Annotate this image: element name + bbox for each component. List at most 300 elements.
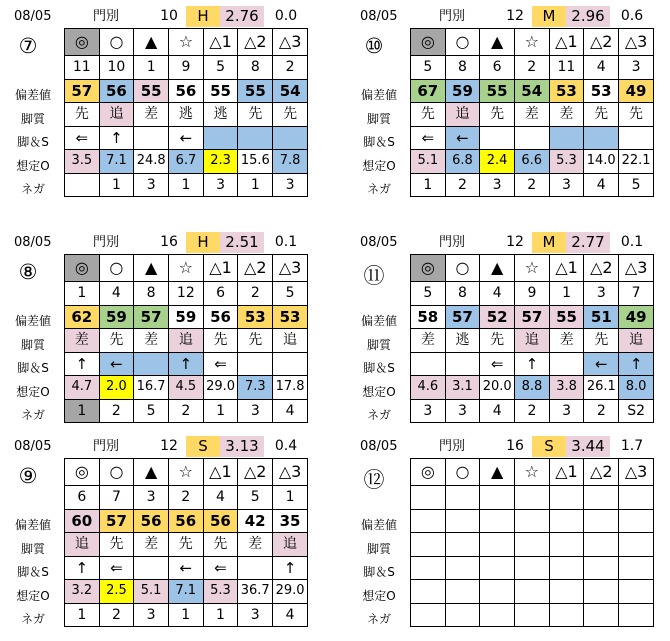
field-size: 12: [506, 234, 524, 250]
deviation-cell: 60: [65, 509, 100, 533]
running-style-row: [411, 329, 654, 353]
expected-odds-cell: 7.1: [168, 580, 203, 604]
leg-speed-cell: [584, 126, 619, 150]
row-label: 脚＆S: [363, 135, 395, 149]
leg-speed-cell: [445, 352, 480, 376]
leg-speed-cell: ↑: [273, 556, 308, 580]
expected-odds-cell: 4.7: [65, 376, 100, 400]
race-venue: 門別: [438, 235, 465, 250]
mark-row: [411, 255, 654, 282]
running-style-cell: 先: [480, 329, 515, 353]
mark-cell: △2: [584, 255, 619, 282]
expected-odds-cell: 17.8: [273, 376, 308, 400]
leg-speed-cell: ⇐: [203, 352, 238, 376]
expected-odds-cell: 4.6: [411, 376, 446, 400]
mark-cell: ▲: [480, 255, 515, 282]
row-label: 想定O: [16, 588, 50, 603]
running-style-cell: 差: [134, 329, 169, 353]
deviation-cell: 57: [65, 79, 100, 103]
race-header: [4, 436, 308, 458]
leg-speed-cell: ⇐: [65, 126, 100, 150]
deviation-cell: 55: [549, 305, 584, 329]
expected-odds-cell: 24.8: [134, 150, 169, 174]
deviation-cell: [619, 509, 654, 533]
race-index: 2.77: [566, 232, 610, 253]
leg-speed-cell: ↑: [619, 352, 654, 376]
race-header: [350, 232, 654, 254]
negative-cell: 5: [134, 399, 169, 423]
row-label: 脚質: [20, 541, 45, 556]
expected-odds-row: [65, 580, 308, 604]
field-size: 12: [160, 438, 178, 454]
expected-odds-cell: 22.1: [619, 150, 654, 174]
field-size: 16: [160, 234, 178, 250]
mark-cell: ☆: [514, 459, 549, 486]
negative-cell: 2: [99, 399, 134, 423]
row-label: 脚質: [366, 541, 391, 556]
race-diff: 0.1: [274, 234, 298, 250]
mark-cell: △3: [619, 29, 654, 56]
negative-cell: 2: [99, 603, 134, 627]
horse-number-cell: [549, 486, 584, 510]
marks-table: [410, 458, 654, 627]
horse-number-cell: 3: [584, 282, 619, 306]
running-style-cell: 逃: [445, 329, 480, 353]
race-id: ⑩: [364, 34, 384, 58]
mark-cell: ○: [99, 29, 134, 56]
mark-cell: ▲: [480, 459, 515, 486]
row-label: 脚質: [20, 111, 45, 126]
horse-number-cell: 4: [480, 282, 515, 306]
mark-cell: ▲: [134, 459, 169, 486]
expected-odds-cell: 5.1: [134, 580, 169, 604]
leg-speed-cell: [480, 556, 515, 580]
expected-odds-cell: 16.7: [134, 376, 169, 400]
mark-cell: ◎: [65, 459, 100, 486]
negative-cell: 3: [445, 399, 480, 423]
mark-cell: △2: [238, 459, 273, 486]
mark-cell: △1: [549, 29, 584, 56]
leg-speed-cell: ↑: [515, 352, 550, 376]
expected-odds-cell: [549, 580, 584, 604]
expected-odds-cell: 4.5: [169, 376, 204, 400]
leg-speed-cell: [134, 126, 169, 150]
running-style-cell: [445, 533, 480, 557]
deviation-cell: 56: [203, 509, 238, 533]
race-id: ⑪: [363, 264, 385, 288]
leg-speed-cell: [584, 556, 619, 580]
running-style-cell: 差: [549, 103, 584, 127]
running-style-cell: [619, 533, 654, 557]
race-venue: 門別: [92, 235, 119, 250]
race-diff: 0.4: [274, 438, 298, 454]
row-label: 偏差値: [14, 314, 51, 328]
deviation-cell: 55: [134, 79, 169, 103]
row-labels: [4, 310, 62, 428]
expected-odds-cell: 29.0: [273, 580, 308, 604]
running-style-cell: 差: [134, 103, 169, 127]
horse-number-cell: [584, 486, 619, 510]
mark-cell: △2: [584, 29, 619, 56]
horse-number-row: [411, 56, 654, 80]
race-grade: M: [532, 6, 566, 27]
leg-speed-cell: [549, 126, 584, 150]
running-style-cell: 追: [273, 329, 308, 353]
row-labels: [350, 84, 408, 202]
leg-speed-cell: ⇐: [99, 556, 134, 580]
leg-speed-cell: ↑: [65, 352, 100, 376]
expected-odds-cell: 5.3: [203, 580, 238, 604]
running-style-row: [65, 533, 308, 557]
leg-speed-cell: [411, 556, 446, 580]
expected-odds-cell: 7.3: [238, 376, 273, 400]
running-style-cell: 先: [99, 329, 134, 353]
negative-cell: [514, 603, 549, 627]
running-style-cell: 差: [238, 533, 273, 557]
expected-odds-cell: 29.0: [203, 376, 238, 400]
deviation-cell: 56: [169, 79, 204, 103]
deviation-cell: 62: [65, 305, 100, 329]
race-panel: [350, 232, 654, 422]
race-grade: M: [532, 232, 566, 253]
horse-number-cell: 7: [619, 282, 654, 306]
mark-cell: ☆: [514, 29, 549, 56]
negative-cell: 4: [273, 603, 308, 627]
deviation-cell: 54: [273, 79, 308, 103]
race-panel: [4, 436, 308, 626]
row-label: ネガ: [20, 182, 45, 196]
running-style-cell: 先: [65, 103, 100, 127]
deviation-cell: 49: [619, 79, 654, 103]
negative-cell: 3: [480, 173, 515, 197]
negative-cell: 3: [549, 173, 584, 197]
horse-number-cell: 7: [99, 486, 134, 510]
deviation-cell: 56: [99, 79, 134, 103]
race-panel: [350, 436, 654, 626]
row-labels: [4, 84, 62, 202]
race-header: [350, 436, 654, 458]
negative-cell: 1: [411, 173, 446, 197]
horse-number-cell: 1: [134, 56, 169, 80]
horse-number-row: [411, 282, 654, 306]
deviation-cell: 42: [238, 509, 273, 533]
deviation-cell: 67: [411, 79, 446, 103]
expected-odds-cell: 2.5: [99, 580, 134, 604]
deviation-cell: 51: [584, 305, 619, 329]
running-style-cell: 差: [549, 329, 584, 353]
marks-table: [64, 458, 308, 627]
negative-cell: 2: [514, 173, 549, 197]
mark-cell: △3: [273, 255, 308, 282]
running-style-cell: 先: [480, 103, 515, 127]
negative-row: [411, 399, 654, 423]
negative-cell: 3: [273, 173, 308, 197]
horse-number-cell: 8: [445, 56, 480, 80]
row-label: 脚＆S: [363, 565, 395, 579]
race-panel: [350, 6, 654, 196]
deviation-row: [65, 509, 308, 533]
deviation-cell: [480, 509, 515, 533]
deviation-row: [411, 509, 654, 533]
deviation-cell: 59: [445, 79, 480, 103]
row-labels: [4, 514, 62, 632]
horse-number-cell: 4: [203, 486, 238, 510]
deviation-cell: 58: [411, 305, 446, 329]
deviation-cell: 53: [273, 305, 308, 329]
negative-cell: 1: [203, 603, 238, 627]
horse-number-row: [65, 486, 308, 510]
running-style-cell: [411, 533, 446, 557]
deviation-row: [65, 79, 308, 103]
negative-cell: 3: [411, 399, 446, 423]
expected-odds-cell: 14.0: [584, 150, 619, 174]
negative-cell: S2: [619, 399, 654, 423]
row-label: 想定O: [16, 158, 50, 173]
negative-cell: 2: [445, 173, 480, 197]
race-grade: H: [186, 232, 220, 253]
negative-cell: 4: [480, 399, 515, 423]
mark-cell: △2: [238, 255, 273, 282]
running-style-cell: 先: [619, 103, 654, 127]
row-label: 脚＆S: [363, 361, 395, 375]
leg-speed-cell: ↑: [169, 352, 204, 376]
horse-number-cell: 9: [169, 56, 204, 80]
horse-number-cell: 11: [65, 56, 100, 80]
deviation-cell: 57: [445, 305, 480, 329]
deviation-cell: 59: [99, 305, 134, 329]
mark-cell: ▲: [134, 255, 169, 282]
leg-speed-cell: [514, 556, 549, 580]
leg-speed-cell: [619, 556, 654, 580]
row-label: ネガ: [366, 612, 391, 626]
race-index: 2.76: [220, 6, 264, 27]
mark-cell: △1: [549, 255, 584, 282]
mark-row: [411, 459, 654, 486]
expected-odds-cell: [619, 580, 654, 604]
race-grade: H: [186, 6, 220, 27]
negative-cell: 3: [203, 173, 238, 197]
marks-table: [64, 28, 308, 197]
running-style-cell: 追: [65, 533, 100, 557]
deviation-cell: 49: [619, 305, 654, 329]
deviation-cell: 55: [203, 79, 238, 103]
horse-number-cell: 6: [203, 282, 238, 306]
race-header: [4, 6, 308, 28]
leg-speed-row: [411, 352, 654, 376]
expected-odds-cell: 36.7: [238, 580, 273, 604]
expected-odds-row: [65, 150, 308, 174]
negative-cell: 3: [549, 399, 584, 423]
expected-odds-cell: 3.8: [549, 376, 584, 400]
race-header: [350, 6, 654, 28]
race-venue: 門別: [92, 439, 119, 454]
row-label: ネガ: [20, 612, 45, 626]
expected-odds-row: [411, 376, 654, 400]
expected-odds-cell: 15.6: [238, 150, 273, 174]
leg-speed-row: [411, 556, 654, 580]
deviation-cell: 59: [169, 305, 204, 329]
expected-odds-cell: 8.8: [515, 376, 550, 400]
expected-odds-cell: 20.0: [480, 376, 515, 400]
horse-number-cell: 9: [515, 282, 550, 306]
mark-row: [411, 29, 654, 56]
negative-cell: 3: [134, 603, 169, 627]
expected-odds-cell: [514, 580, 549, 604]
horse-number-cell: 5: [273, 282, 308, 306]
row-label: ネガ: [20, 408, 45, 422]
running-style-cell: 差: [134, 533, 169, 557]
negative-cell: [584, 603, 619, 627]
mark-cell: △3: [273, 459, 308, 486]
leg-speed-cell: ←: [168, 556, 203, 580]
horse-number-cell: 2: [238, 282, 273, 306]
race-grade: S: [186, 436, 220, 457]
horse-number-cell: [445, 486, 480, 510]
leg-speed-cell: ↑: [99, 126, 134, 150]
row-label: 想定O: [362, 384, 396, 399]
expected-odds-cell: 6.7: [169, 150, 204, 174]
leg-speed-cell: [549, 556, 584, 580]
running-style-cell: [584, 533, 619, 557]
mark-cell: △1: [203, 459, 238, 486]
leg-speed-cell: ←: [169, 126, 204, 150]
row-label: 脚＆S: [17, 565, 49, 579]
horse-number-row: [65, 56, 308, 80]
horse-number-cell: 5: [411, 56, 446, 80]
deviation-cell: 52: [480, 305, 515, 329]
negative-row: [65, 603, 308, 627]
horse-number-cell: [514, 486, 549, 510]
running-style-cell: 差: [514, 103, 549, 127]
row-label: 脚質: [20, 337, 45, 352]
horse-number-cell: 1: [273, 486, 308, 510]
leg-speed-cell: [514, 126, 549, 150]
leg-speed-cell: [134, 352, 169, 376]
race-date: 08/05: [14, 439, 52, 454]
negative-cell: 3: [238, 399, 273, 423]
running-style-cell: 追: [273, 533, 308, 557]
running-style-row: [65, 329, 308, 353]
leg-speed-cell: ↑: [65, 556, 100, 580]
deviation-cell: 53: [238, 305, 273, 329]
horse-number-cell: [411, 486, 446, 510]
row-label: 偏差値: [14, 88, 51, 102]
race-diff: 1.7: [620, 438, 644, 454]
row-label: 脚質: [366, 337, 391, 352]
horse-number-cell: 4: [584, 56, 619, 80]
field-size: 16: [506, 438, 524, 454]
horse-number-cell: 12: [169, 282, 204, 306]
leg-speed-cell: ⇐: [203, 556, 238, 580]
field-size: 10: [160, 8, 178, 24]
horse-number-cell: 10: [99, 56, 134, 80]
race-id: ⑫: [363, 468, 385, 492]
race-id: ⑧: [18, 260, 38, 284]
expected-odds-cell: [480, 580, 515, 604]
expected-odds-cell: 2.3: [203, 150, 238, 174]
mark-cell: ◎: [411, 459, 446, 486]
mark-cell: ○: [99, 255, 134, 282]
mark-cell: △3: [273, 29, 308, 56]
race-venue: 門別: [438, 9, 465, 24]
race-diff: 0.0: [274, 8, 298, 24]
horse-number-cell: 6: [480, 56, 515, 80]
horse-number-cell: 5: [238, 486, 273, 510]
leg-speed-cell: [411, 352, 446, 376]
running-style-row: [411, 533, 654, 557]
leg-speed-cell: [619, 126, 654, 150]
race-panel: [4, 6, 308, 196]
negative-cell: 2: [169, 399, 204, 423]
deviation-cell: 56: [168, 509, 203, 533]
expected-odds-row: [65, 376, 308, 400]
horse-number-cell: [480, 486, 515, 510]
running-style-cell: 先: [203, 533, 238, 557]
race-date: 08/05: [360, 235, 398, 250]
expected-odds-cell: 6.8: [445, 150, 480, 174]
negative-row: [411, 173, 654, 197]
race-date: 08/05: [14, 235, 52, 250]
race-date: 08/05: [360, 439, 398, 454]
mark-cell: ○: [445, 29, 480, 56]
expected-odds-cell: 7.8: [273, 150, 308, 174]
negative-cell: 3: [238, 603, 273, 627]
mark-cell: △1: [549, 459, 584, 486]
deviation-row: [411, 305, 654, 329]
running-style-cell: 先: [99, 533, 134, 557]
expected-odds-cell: 2.4: [480, 150, 515, 174]
leg-speed-row: [65, 556, 308, 580]
mark-cell: ◎: [411, 29, 446, 56]
mark-cell: ◎: [65, 255, 100, 282]
race-id: ⑦: [18, 34, 38, 58]
deviation-cell: 53: [584, 79, 619, 103]
deviation-cell: 55: [480, 79, 515, 103]
deviation-cell: 54: [514, 79, 549, 103]
horse-number-cell: 3: [134, 486, 169, 510]
leg-speed-cell: [273, 126, 308, 150]
running-style-cell: 追: [515, 329, 550, 353]
mark-cell: ☆: [515, 255, 550, 282]
leg-speed-cell: [203, 126, 238, 150]
horse-number-cell: [619, 486, 654, 510]
race-id: ⑨: [18, 464, 38, 488]
race-index: 2.96: [566, 6, 610, 27]
negative-cell: 3: [134, 173, 169, 197]
negative-row: [65, 173, 308, 197]
deviation-cell: 56: [134, 509, 169, 533]
leg-speed-cell: [273, 352, 308, 376]
race-venue: 門別: [92, 9, 119, 24]
negative-cell: 1: [65, 603, 100, 627]
leg-speed-cell: [134, 556, 169, 580]
mark-cell: ▲: [134, 29, 169, 56]
mark-cell: △2: [584, 459, 619, 486]
negative-cell: 5: [619, 173, 654, 197]
negative-cell: 1: [168, 603, 203, 627]
horse-number-row: [65, 282, 308, 306]
running-style-cell: [549, 533, 584, 557]
running-style-cell: 逃: [203, 103, 238, 127]
running-style-cell: [480, 533, 515, 557]
running-style-cell: 先: [273, 103, 308, 127]
negative-cell: 4: [273, 399, 308, 423]
mark-cell: △2: [238, 29, 273, 56]
leg-speed-row: [411, 126, 654, 150]
deviation-cell: 35: [273, 509, 308, 533]
deviation-row: [65, 305, 308, 329]
mark-cell: ◎: [411, 255, 446, 282]
